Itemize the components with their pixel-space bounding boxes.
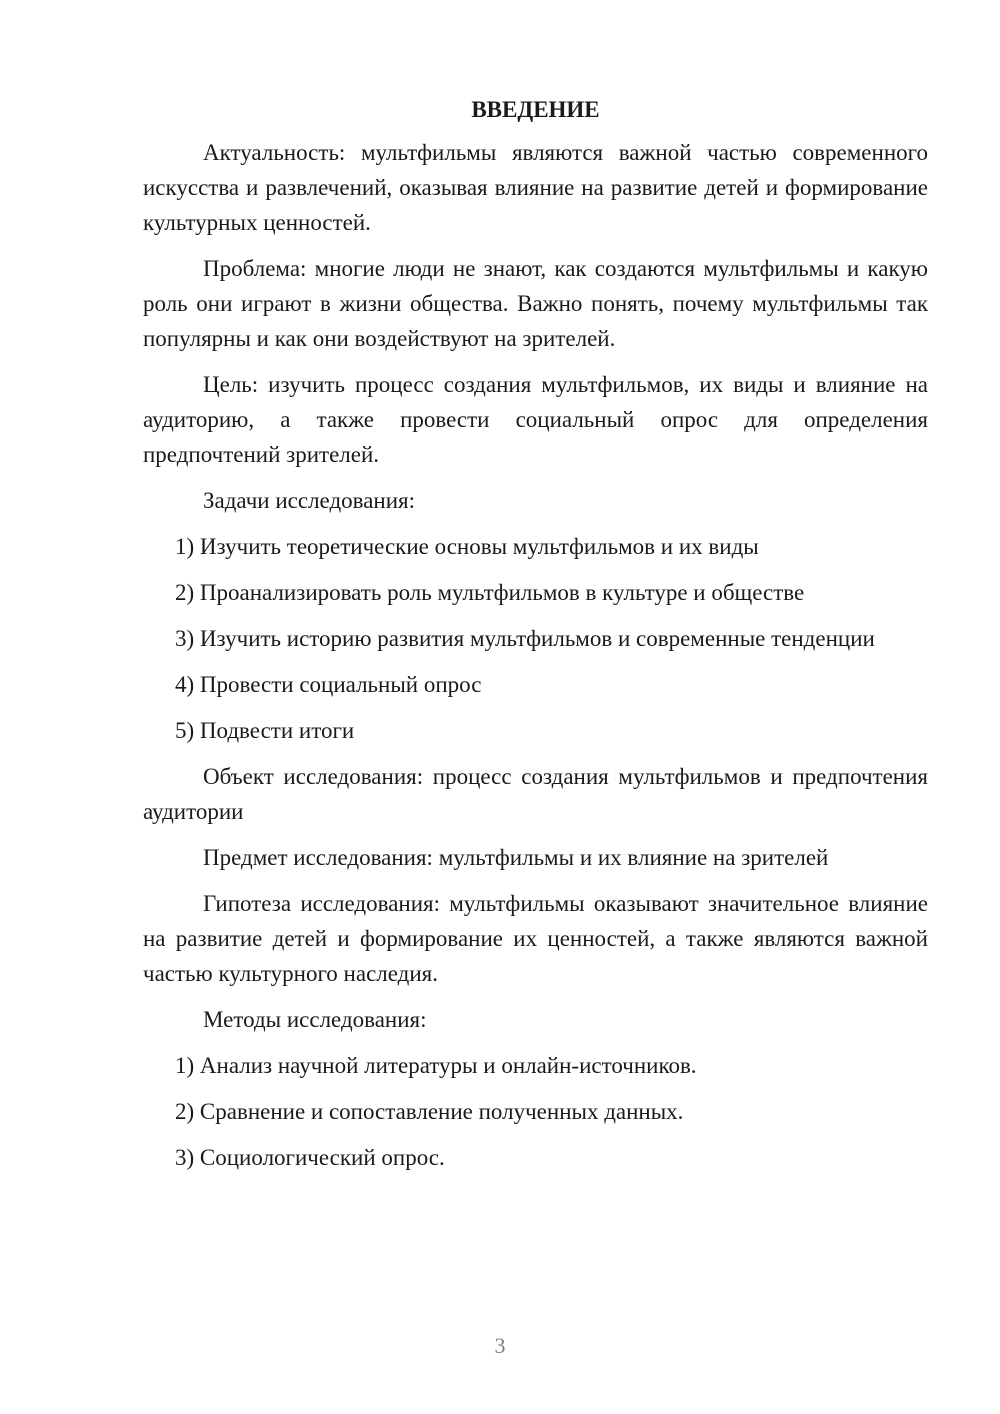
task-item: 5) Подвести итоги: [175, 718, 355, 743]
page-content: [143, 92, 928, 1186]
subject-paragraph: Предмет исследования: мультфильмы и их влияние на зрителей: [203, 845, 829, 870]
task-item: 4) Провести социальный опрос: [175, 672, 482, 697]
relevance-paragraph: Актуальность: мультфильмы являются важной частью современного искусства и развлечений, оказывая влияние на развитие детей и формирование культурных ценностей.: [143, 140, 928, 235]
task-item: 2) Проанализировать роль мультфильмов в культуре и обществе: [175, 580, 805, 605]
problem-paragraph: Проблема: многие люди не знают, как создаются мультфильмы и какую роль они играют в жизни общества. Важно понять, почему мультфильмы так популярны и как они воздействуют на зрителей.: [143, 256, 928, 351]
tasks-heading: Задачи исследования:: [203, 488, 416, 513]
method-item: 1) Анализ научной литературы и онлайн-источников.: [175, 1053, 697, 1078]
page-number: 3: [494, 1333, 506, 1358]
hypothesis-paragraph: Гипотеза исследования: мультфильмы оказывают значительное влияние на развитие детей и формирование их ценностей, а также являются важной частью культурного наследия.: [143, 891, 928, 986]
goal-paragraph: Цель: изучить процесс создания мультфильмов, их виды и влияние на аудиторию, а также провести социальный опрос для определения предпочтений зрителей.: [143, 372, 928, 467]
object-paragraph: Объект исследования: процесс создания мультфильмов и предпочтения аудитории: [143, 764, 928, 824]
method-item: 3) Социологический опрос.: [175, 1145, 445, 1170]
task-item: 3) Изучить историю развития мультфильмов и современные тенденции: [175, 626, 875, 651]
methods-heading: Методы исследования:: [203, 1007, 427, 1032]
task-item: 1) Изучить теоретические основы мультфильмов и их виды: [175, 534, 759, 559]
section-title: ВВЕДЕНИЕ: [471, 97, 600, 122]
method-item: 2) Сравнение и сопоставление полученных данных.: [175, 1099, 684, 1124]
